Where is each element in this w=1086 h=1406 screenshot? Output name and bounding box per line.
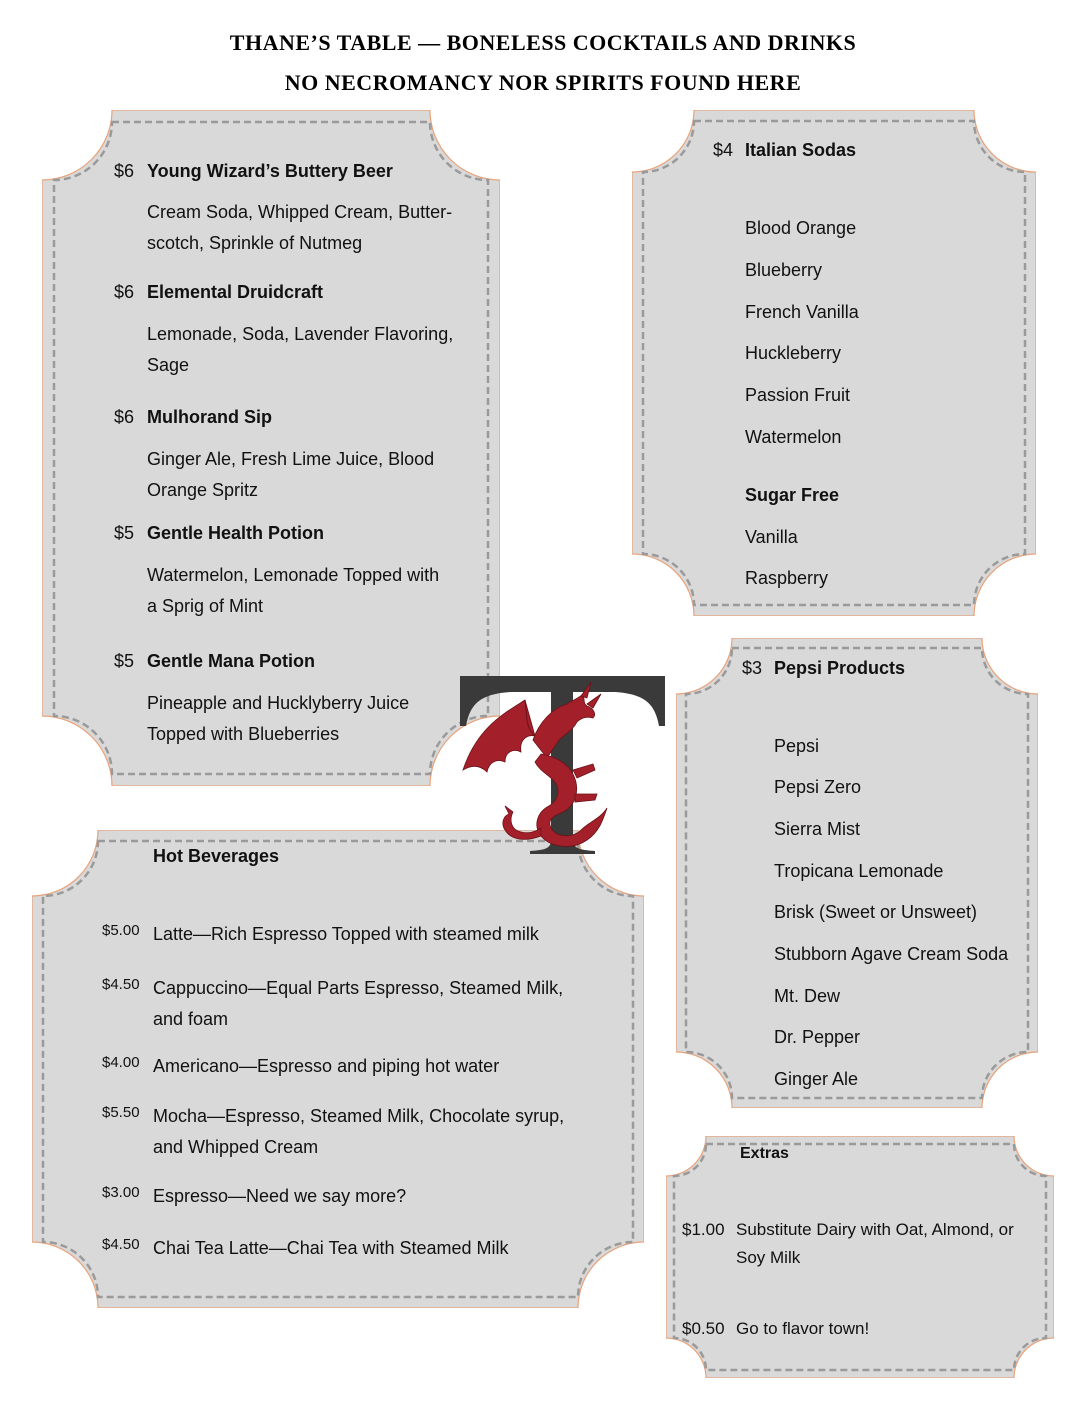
cocktail-name: Young Wizard’s Buttery Beer: [147, 161, 393, 181]
hot-desc: Cappuccino—Equal Parts Espresso, Steamed Milk,: [153, 978, 564, 998]
hot-desc: Espresso—Need we say more?: [153, 1186, 407, 1206]
pepsi-item: Stubborn Agave Cream Soda: [774, 944, 1009, 964]
cocktail-desc: Watermelon, Lemonade Topped with: [147, 565, 440, 585]
cocktail-name: Elemental Druidcraft: [147, 282, 324, 302]
hot-desc: Mocha—Espresso, Steamed Milk, Chocolate syrup,: [153, 1106, 565, 1126]
cocktail-name: Gentle Mana Potion: [147, 651, 316, 671]
dragon-t-logo: [455, 670, 670, 860]
pepsi-item: Pepsi Zero: [774, 777, 862, 797]
cocktail-desc: Cream Soda, Whipped Cream, Butter-: [147, 202, 453, 222]
pepsi-item: Ginger Ale: [774, 1069, 859, 1089]
pepsi-item: Dr. Pepper: [774, 1027, 861, 1047]
extras-desc: Go to flavor town!: [736, 1319, 870, 1338]
extras-desc: Substitute Dairy with Oat, Almond, or: [736, 1220, 1014, 1239]
soda-flavor: Watermelon: [745, 427, 842, 447]
hot-price: $4.00: [102, 1054, 140, 1071]
italian-sodas-title: Italian Sodas: [745, 140, 857, 160]
sugar-free-label: Sugar Free: [745, 485, 840, 505]
pepsi-price: $3: [742, 658, 763, 678]
cocktail-desc: Pineapple and Hucklyberry Juice: [147, 693, 410, 713]
cocktail-desc: Topped with Blueberries: [147, 724, 340, 744]
cocktail-price: $5: [114, 523, 135, 543]
pepsi-item: Tropicana Lemonade: [774, 861, 944, 881]
cocktail-price: $5: [114, 651, 135, 671]
pepsi-item: Mt. Dew: [774, 986, 841, 1006]
cocktails-panel: [42, 110, 500, 786]
hot-price: $4.50: [102, 1236, 140, 1253]
cocktail-price: $6: [114, 282, 135, 302]
extras-frame: [666, 1136, 1054, 1378]
hot-desc: Chai Tea Latte—Chai Tea with Steamed Milk: [153, 1238, 509, 1258]
soda-flavor: Blueberry: [745, 260, 823, 280]
cocktail-price: $6: [114, 161, 135, 181]
soda-flavor: Passion Fruit: [745, 385, 851, 405]
extras-price: $0.50: [682, 1319, 725, 1338]
sugar-free-flavor: Raspberry: [745, 568, 829, 588]
extras-desc: Soy Milk: [736, 1248, 801, 1267]
hot-beverages-title: Hot Beverages: [153, 846, 280, 866]
dragon-icon: [463, 682, 607, 846]
cocktail-name: Gentle Health Potion: [147, 523, 325, 543]
italian-sodas-panel: [632, 110, 1036, 616]
pepsi-item: Pepsi: [774, 736, 820, 756]
hot-price: $5.00: [102, 922, 140, 939]
italian-sodas-price: $4: [713, 140, 734, 160]
hot-beverages-panel: [32, 830, 644, 1308]
pepsi-item: Brisk (Sweet or Unsweet): [774, 902, 978, 922]
cocktail-desc: Orange Spritz: [147, 480, 259, 500]
sugar-free-flavor: Vanilla: [745, 527, 798, 547]
menu-title: THANE’S TABLE — BONELESS COCKTAILS AND DRINKS: [229, 30, 857, 55]
cocktail-price: $6: [114, 407, 135, 427]
cocktail-desc: Ginger Ale, Fresh Lime Juice, Blood: [147, 449, 435, 469]
hot-price: $4.50: [102, 976, 140, 993]
hot-desc: and foam: [153, 1009, 229, 1029]
extras-panel: [666, 1136, 1054, 1378]
hot-desc: Latte—Rich Espresso Topped with steamed milk: [153, 924, 539, 944]
hot-desc: Americano—Espresso and piping hot water: [153, 1056, 500, 1076]
soda-flavor: French Vanilla: [745, 302, 859, 322]
soda-flavor: Blood Orange: [745, 218, 857, 238]
menu-subtitle: NO NECROMANCY NOR SPIRITS FOUND HERE: [284, 70, 802, 95]
cocktail-desc: Sage: [147, 355, 190, 375]
cocktail-name: Mulhorand Sip: [147, 407, 272, 427]
extras-price: $1.00: [682, 1220, 725, 1239]
extras-title: Extras: [740, 1145, 789, 1162]
hot-desc: and Whipped Cream: [153, 1137, 319, 1157]
soda-flavor: Huckleberry: [745, 343, 842, 363]
pepsi-title: Pepsi Products: [774, 658, 906, 678]
cocktail-desc: Lemonade, Soda, Lavender Flavoring,: [147, 324, 454, 344]
pepsi-item: Sierra Mist: [774, 819, 861, 839]
hot-price: $5.50: [102, 1104, 140, 1121]
cocktail-desc: a Sprig of Mint: [147, 596, 264, 616]
cocktail-desc: scotch, Sprinkle of Nutmeg: [147, 233, 363, 253]
hot-price: $3.00: [102, 1184, 140, 1201]
pepsi-panel: [676, 638, 1038, 1108]
